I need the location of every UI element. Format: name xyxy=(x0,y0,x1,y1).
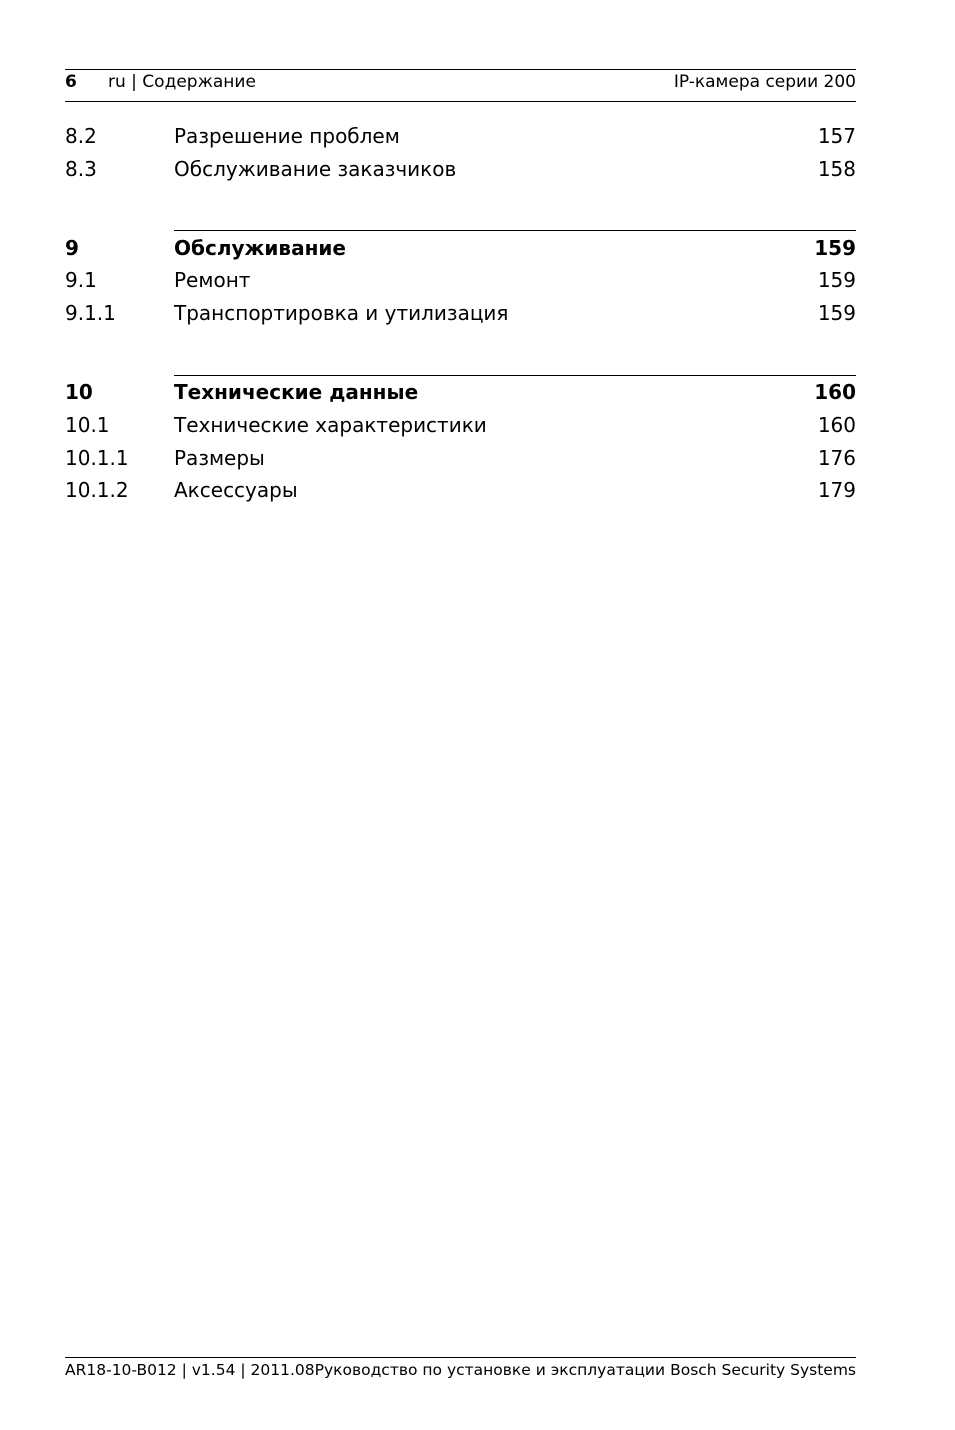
toc-page: 158 xyxy=(817,157,856,181)
page-footer xyxy=(65,1357,856,1379)
toc-number: 10.1.2 xyxy=(65,478,129,502)
toc-entry[interactable] xyxy=(65,121,856,151)
toc-page: 157 xyxy=(817,124,856,148)
toc-number: 8.3 xyxy=(65,157,97,181)
toc-number: 9.1 xyxy=(65,268,97,292)
toc-entry[interactable] xyxy=(65,265,856,295)
toc-page: 159 xyxy=(817,268,856,292)
header-section: ru | Содержание xyxy=(108,72,256,92)
footer-document-id: AR18-10-B012 | v1.54 | 2011.08Руководство по установке и эксплуатации xyxy=(65,1361,666,1379)
toc-title: Размеры xyxy=(174,446,265,470)
toc-page: 159 xyxy=(817,301,856,325)
header-product: IP-камера серии 200 xyxy=(673,72,856,92)
toc-title: Аксессуары xyxy=(174,478,298,502)
toc-number: 8.2 xyxy=(65,124,97,148)
chapter-divider xyxy=(174,375,856,376)
chapter-divider xyxy=(174,230,856,231)
toc-entry[interactable] xyxy=(65,298,856,328)
toc-page: 176 xyxy=(817,446,856,470)
toc-page: 160 xyxy=(814,380,856,404)
toc-title: Разрешение проблем xyxy=(174,124,400,148)
toc-title: Ремонт xyxy=(174,268,251,292)
toc-title: Обслуживание заказчиков xyxy=(174,157,457,181)
toc-title: Технические характеристики xyxy=(174,413,487,437)
toc-number: 10 xyxy=(65,380,93,404)
page-number: 6 xyxy=(65,72,77,92)
toc-chapter-entry[interactable] xyxy=(65,233,856,263)
footer-company: Bosch Security Systems xyxy=(670,1361,856,1379)
page-header xyxy=(65,69,856,102)
toc-number: 9 xyxy=(65,236,79,260)
toc-page: 160 xyxy=(817,413,856,437)
toc-title: Обслуживание xyxy=(174,236,346,260)
toc-entry[interactable] xyxy=(65,475,856,505)
toc-entry[interactable] xyxy=(65,410,856,440)
toc-number: 10.1.1 xyxy=(65,446,129,470)
toc-page: 159 xyxy=(814,236,856,260)
toc-chapter-entry[interactable] xyxy=(65,377,856,407)
toc-entry[interactable] xyxy=(65,443,856,473)
toc-entry[interactable] xyxy=(65,154,856,184)
toc-number: 10.1 xyxy=(65,413,110,437)
toc-title: Транспортировка и утилизация xyxy=(174,301,509,325)
toc-title: Технические данные xyxy=(174,380,419,404)
toc-number: 9.1.1 xyxy=(65,301,116,325)
toc-page: 179 xyxy=(817,478,856,502)
